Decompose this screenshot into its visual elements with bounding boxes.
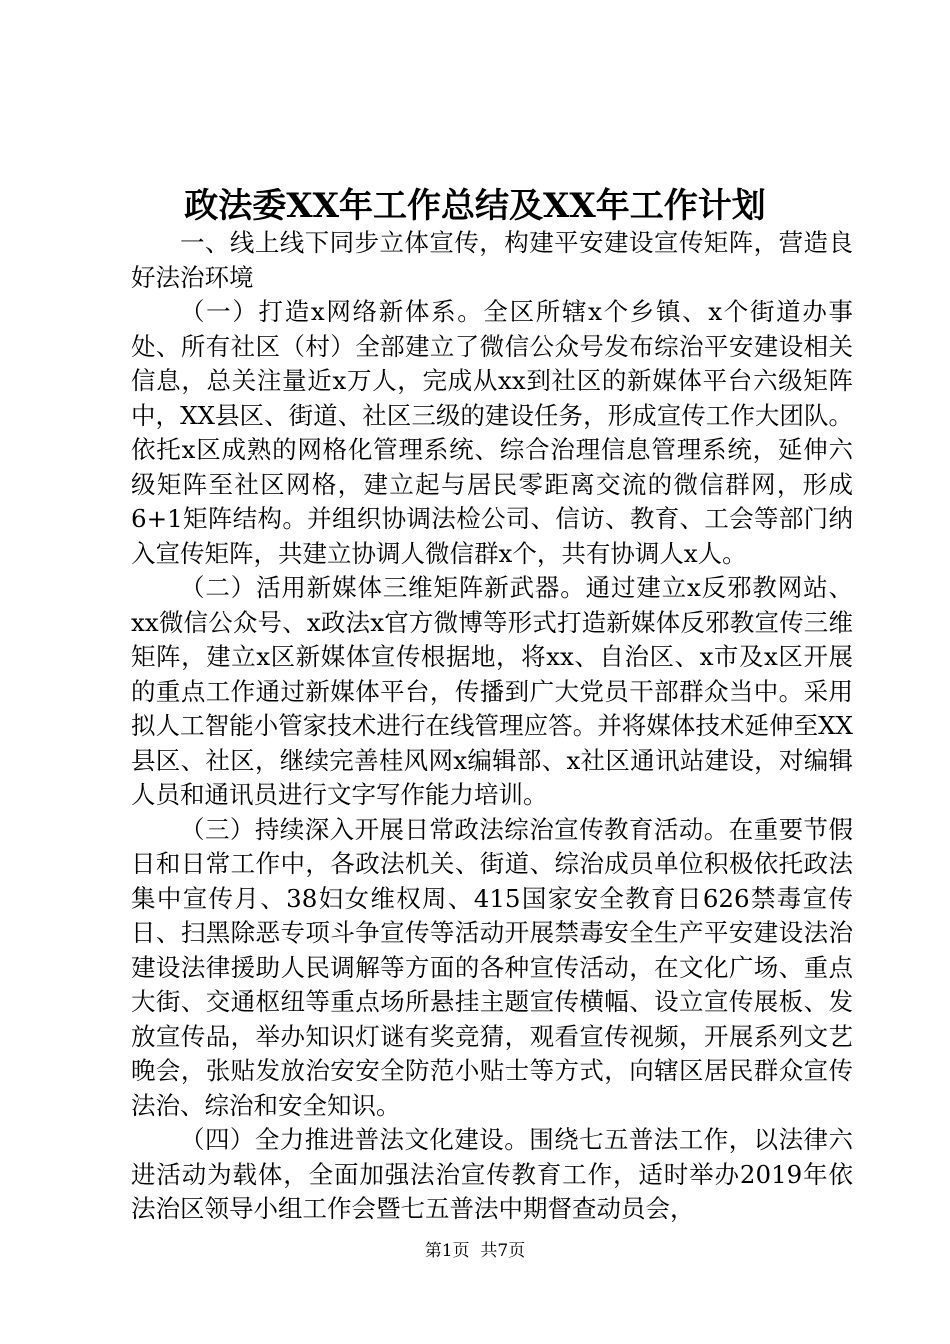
section-heading-1: 一、线上线下同步立体宣传，构建平安建设宣传矩阵，营造良好法治环境	[131, 228, 853, 292]
paragraph-2: （二）活用新媒体三维矩阵新武器。通过建立x反邪教网站、xx微信公众号、x政法x官方微博等形式打造新媒体反邪教宣传三维矩阵，建立x区新媒体宣传根据地，将xx、自治区、x市及x区开展的重点工作通过新媒体平台，传播到广大党员干部群众当中。采用拟人工智能小管家技术进行在线管理应答。并将媒体技术延伸至XX县区、社区，继续完善桂风网x编辑部、x社区通讯站建设，对编辑人员和通讯员进行文字写作能力培训。	[131, 573, 853, 809]
paragraph-1: （一）打造x网络新体系。全区所辖x个乡镇、x个街道办事处、所有社区（村）全部建立了微信公众号发布综治平安建设相关信息，总关注量近x万人，完成从xx到社区的新媒体平台六级矩阵中，XX县区、街道、社区三级的建设任务，形成宣传工作大团队。依托x区成熟的网格化管理系统、综合治理信息管理系统，延伸六级矩阵至社区网格，建立起与居民零距离交流的微信群网，形成6+1矩阵结构。并组织协调法检公司、信访、教育、工会等部门纳入宣传矩阵，共建立协调人微信群x个，共有协调人x人。	[131, 297, 853, 568]
document-body	[131, 226, 853, 1227]
document-title: 政法委XX年工作总结及XX年工作计划	[184, 186, 766, 226]
paragraph-3: （三）持续深入开展日常政法综治宣传教育活动。在重要节假日和日常工作中，各政法机关、街道、综治成员单位积极依托政法集中宣传月、38妇女维权周、415国家安全教育日626禁毒宣传日、扫黑除恶专项斗争宣传等活动开展禁毒安全生产平安建设法治建设法律援助人民调解等方面的各种宣传活动，在文化广场、重点大街、交通枢纽等重点场所悬挂主题宣传横幅、设立宣传展板、发放宣传品，举办知识灯谜有奖竞猜，观看宣传视频，开展系列文艺晚会，张贴发放治安安全防范小贴士等方式，向辖区居民群众宣传法治、综治和安全知识。	[131, 814, 853, 1120]
paragraph-4: （四）全力推进普法文化建设。围绕七五普法工作，以法律六进活动为载体，全面加强法治宣传教育工作，适时举办2019年依法治区领导小组工作会暨七五普法中期督查动员会，	[131, 1125, 853, 1223]
page-footer: 第1页 共7页	[424, 1241, 526, 1261]
